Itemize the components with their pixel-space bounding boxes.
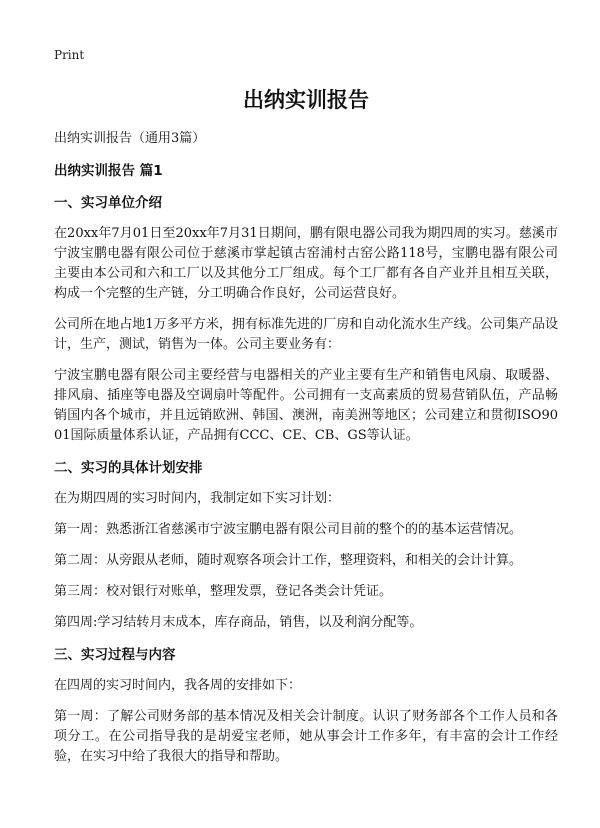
paragraph-4: 在为期四周的实习时间内，我制定如下实习计划： (54, 491, 341, 506)
paragraph-2: 公司所在地占地1万多平方米，拥有标准先进的厂房和自动化流水生产线。公司集产品设计，生产，测试，销售为一体。公司主要业务有： (54, 317, 558, 352)
section-heading-3: 三、实习过程与内容 (54, 647, 176, 663)
paragraph-8: 第四周:学习结转月末成本，库存商品，销售，以及利润分配等。 (54, 615, 423, 630)
part-title: 出纳实训报告 篇1 (54, 163, 163, 179)
section-heading-1: 一、实习单位介绍 (54, 195, 162, 211)
paragraph-7: 第三周：校对银行对账单，整理发票，登记各类会计凭证。 (54, 584, 393, 599)
paragraph-1: 在20xx年7月01日至20xx年7月31日期间，鹏有限电器公司我为期四周的实习。慈溪市宁波宝鹏电器有限公司位于慈溪市掌起镇古窑浦村古窑公路118号，宝鹏电器有限公司主要由本公司和六和工厂以及其他分工厂组成。每个工厂都有各自产业并且相互关联，构成一个完整的生产链，分工明确合作良好，公司运营良好。 (54, 226, 558, 301)
document-page (54, 44, 558, 767)
paragraph-6: 第二周：从旁跟从老师，随时观察各项会计工作，整理资料，和相关的会计计算。 (54, 553, 523, 568)
print-link[interactable]: Print (54, 48, 85, 62)
paragraph-10: 第一周：了解公司财务部的基本情况及相关会计制度。认识了财务部各个工作人员和各项分工。在公司指导我的是胡爱宝老师，她从事会计工作多年，有丰富的会计工作经验，在实习中给了我很大的指导和帮助。 (54, 709, 558, 764)
page-title: 出纳实训报告 (243, 88, 369, 112)
paragraph-3: 宁波宝鹏电器有限公司主要经营与电器相关的产业主要有生产和销售电风扇、取暖器、排风扇、插座等电器及空调扇叶等配件。公司拥有一支高素质的贸易营销队伍，产品畅销国内各个城市，并且远销欧洲、韩国、澳洲，南美洲等地区；公司建立和贯彻ISO9001国际质量体系认证，产品拥有CCC、CE、CB、GS等认证。 (54, 368, 558, 443)
document-subtitle: 出纳实训报告（通用3篇） (54, 131, 206, 146)
paragraph-5: 第一周：熟悉浙江省慈溪市宁波宝鹏电器有限公司目前的整个的的基本运营情况。 (54, 522, 523, 537)
section-heading-2: 二、实习的具体计划安排 (54, 460, 203, 476)
paragraph-9: 在四周的实习时间内，我各周的安排如下： (54, 678, 302, 693)
